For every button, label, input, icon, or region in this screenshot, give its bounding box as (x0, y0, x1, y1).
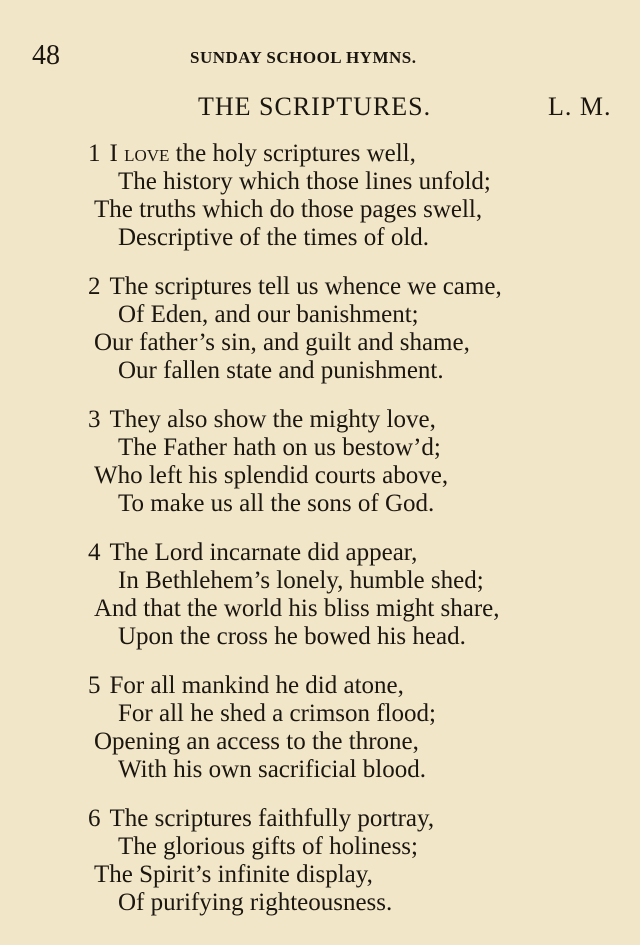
verse-number: 5 (88, 672, 101, 699)
verse-number: 3 (88, 406, 101, 433)
verse-line: And that the world his bliss might share, (94, 595, 500, 622)
running-head: SUNDAY SCHOOL HYMNS. (190, 48, 417, 67)
verse-line: Opening an access to the throne, (94, 728, 419, 755)
verse-line: Of Eden, and our banishment; (118, 301, 419, 328)
verse-line: The Spirit’s infinite display, (94, 861, 373, 888)
verse-number: 2 (88, 273, 101, 300)
verse-first-line: They also show the mighty love, (109, 406, 436, 433)
verse-line (0, 273, 640, 301)
verse-first-word: I (109, 140, 118, 167)
verse-line: With his own sacrificial blood. (118, 756, 426, 783)
verse-line: The history which those lines unfold; (118, 168, 491, 195)
verse-number: 4 (88, 539, 101, 566)
verse-first-line: The Lord incarnate did appear, (109, 539, 418, 566)
verse-5 (0, 672, 640, 784)
verse-line (0, 672, 640, 700)
hymn-meter: L. M. (548, 92, 612, 121)
verse-first-line: For all mankind he did atone, (109, 672, 404, 699)
verse-first-line: The scriptures tell us whence we came, (109, 273, 502, 300)
verse-line: For all he shed a crimson flood; (118, 700, 436, 727)
verse-line: Our fallen state and punishment. (118, 357, 444, 384)
verse-3 (0, 406, 640, 518)
verse-number: 1 (88, 140, 101, 167)
hymn-verses (0, 140, 640, 938)
verse-line (0, 805, 640, 833)
verse-line: Upon the cross he bowed his head. (118, 623, 466, 650)
verse-1 (0, 140, 640, 252)
verse-line: Our father’s sin, and guilt and shame, (94, 329, 470, 356)
verse-number: 6 (88, 805, 101, 832)
verse-line: In Bethlehem’s lonely, humble shed; (118, 567, 484, 594)
verse-smallcaps-word: love (124, 141, 170, 167)
verse-line: The truths which do those pages swell, (94, 196, 483, 223)
verse-4 (0, 539, 640, 651)
verse-6 (0, 805, 640, 917)
page-number: 48 (32, 40, 60, 71)
verse-line: Who left his splendid courts above, (94, 462, 449, 489)
verse-2 (0, 273, 640, 385)
verse-first-line: The scriptures faithfully portray, (109, 805, 435, 832)
verse-line: The glorious gifts of holiness; (118, 833, 418, 860)
verse-line (0, 406, 640, 434)
verse-line (0, 140, 640, 168)
page-header (0, 40, 640, 76)
verse-first-line-rest: the holy scriptures well, (169, 140, 416, 167)
verse-line (0, 539, 640, 567)
hymn-title: THE SCRIPTURES. (198, 92, 432, 121)
verse-line: To make us all the sons of God. (118, 490, 435, 517)
verse-line: Descriptive of the times of old. (118, 224, 430, 251)
verse-line: Of purifying righteousness. (118, 889, 393, 916)
hymn-title-row (0, 92, 640, 128)
verse-line: The Father hath on us bestow’d; (118, 434, 441, 461)
